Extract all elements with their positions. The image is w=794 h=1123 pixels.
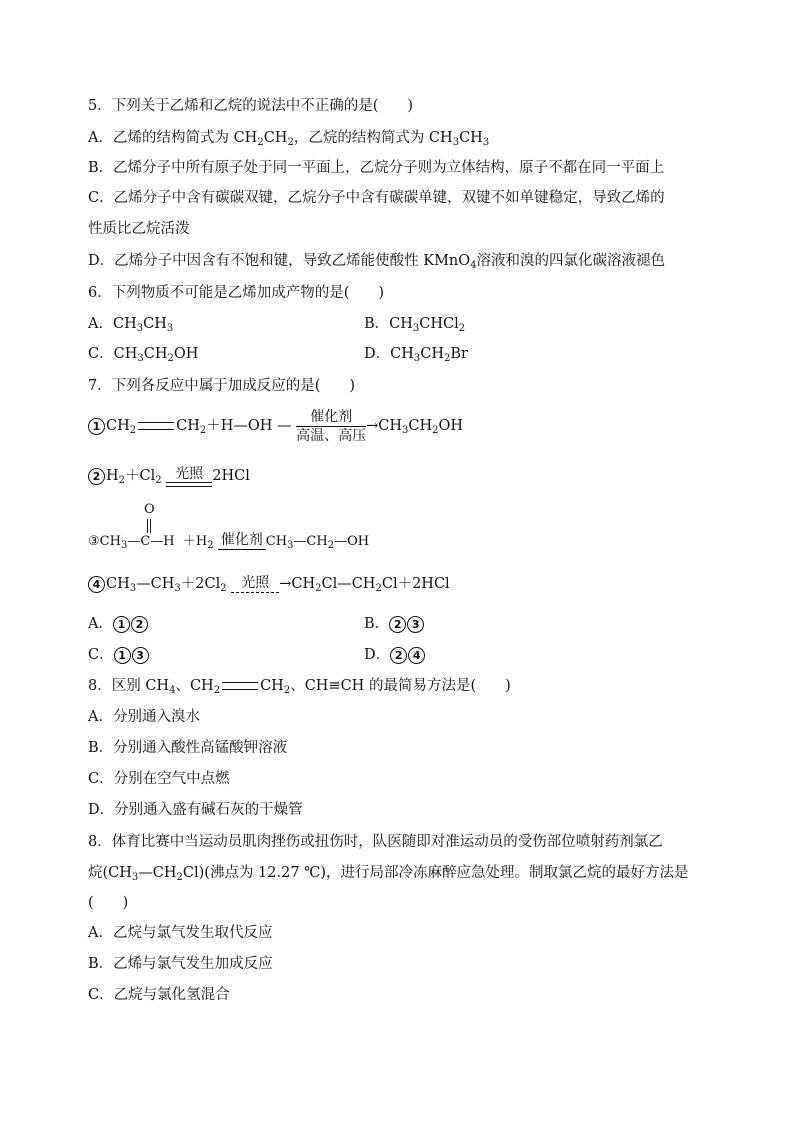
double-bond-icon (222, 682, 258, 690)
q8b-stem-line3: ( ) (88, 895, 129, 911)
reaction-condition: 光照 (166, 466, 212, 487)
circled-number: 3 (132, 647, 149, 664)
q6-option-c: C．$CH_3CH_2OH$ (88, 346, 199, 364)
q8b-option-b: B．乙烯与氯气发生加成反应 (88, 956, 273, 972)
q8b-stem-line1: 8．体育比赛中当运动员肌肉挫伤或扭伤时，队医随即对准运动员的受伤部位喷射药剂氯乙 (88, 834, 663, 850)
q8b-stem-line2: 烷$(CH_3—CH_2Cl)$(沸点为 12.27 ℃)，进行局部冷冻麻醉应急处理。制取氯乙烷的最好方法是 (88, 865, 689, 883)
q7-reaction-2: 2 $H_2+Cl_2$ 光照 2HCl (88, 458, 250, 494)
q5-option-c-line2: 性质比乙烷活泼 (88, 221, 190, 237)
q5-option-d: D．乙烯分子中因含有不饱和键，导致乙烯能使酸性 KMnO$_4$溶液和溴的四氯化碳溶液褪色 (88, 253, 666, 271)
carbonyl-oxygen: O (144, 502, 155, 517)
q7-option-b: B． 2 3 (364, 614, 425, 634)
q6-stem: 6．下列物质不可能是乙烯加成产物的是( ) (88, 285, 385, 301)
circled-number: 3 (407, 616, 424, 633)
q7-reaction-1: 1 $CH_2$ $CH_2+H—OH$ — 催化剂 高温、高压 $\to CH_3CH_2OH$ (88, 403, 463, 449)
circled-number: 2 (131, 616, 148, 633)
q5-stem: 5．下列关于乙烯和乙烷的说法中不正确的是( ) (88, 98, 414, 114)
q8b-option-a: A．乙烷与氯气发生取代反应 (88, 925, 273, 941)
q7-stem: 7．下列各反应中属于加成反应的是( ) (88, 378, 356, 394)
circled-number: 4 (88, 576, 105, 593)
reaction-condition: 光照 (231, 575, 279, 594)
reaction-condition: 催化剂 高温、高压 (296, 408, 367, 444)
circled-number: 1 (113, 616, 130, 633)
q7-option-d: D． 2 4 (364, 645, 426, 665)
q8a-option-d: D．分别通入盛有碱石灰的干燥管 (88, 802, 303, 818)
circled-number: 2 (389, 616, 406, 633)
q8b-option-c: C．乙烷与氯化氢混合 (88, 987, 230, 1003)
reaction-condition: 催化剂 (218, 532, 266, 551)
double-bond-icon (147, 519, 151, 533)
q5-option-a: A．乙烯的结构简式为 $CH_2CH_2$，乙烷的结构简式为 $CH_3CH_3$ (88, 130, 490, 148)
q7-reaction-4: 4 $CH_3—CH_3+2Cl_2$ 光照 $\to CH_2Cl—CH_2Cl+2HCl$ (88, 566, 450, 602)
q8a-option-c: C．分别在空气中点燃 (88, 771, 230, 787)
double-bond-icon (138, 422, 174, 430)
q6-option-a: A．$CH_3CH_3$ (88, 316, 174, 334)
q7-option-c: C． 1 3 (88, 645, 150, 665)
q8a-option-b: B．分别通入酸性高锰酸钾溶液 (88, 740, 288, 756)
q6-option-d: D．$CH_3CH_2Br$ (364, 346, 468, 364)
q7-option-a: A． 1 2 (88, 614, 149, 634)
circled-number: 2 (390, 647, 407, 664)
circled-number: 4 (408, 647, 425, 664)
circled-number: 1 (88, 418, 105, 435)
q5-option-b: B．乙烯分子中所有原子处于同一平面上，乙烷分子则为立体结构，原子不都在同一平面上 (88, 160, 665, 176)
q5-option-c-line1: C．乙烯分子中含有碳碳双键，乙烷分子中含有碳碳单键，双键不如单键稳定，导致乙烯的 (88, 190, 665, 206)
circled-number: 1 (114, 647, 131, 664)
q8a-stem: 8．区别 $CH_4$、$CH_2$ $CH_2$、CH≡CH 的最简易方法是( ) (88, 678, 511, 696)
q8a-option-a: A．分别通入溴水 (88, 709, 200, 725)
q6-option-b: B．$CH_3CHCl_2$ (364, 316, 466, 334)
circled-number: 2 (88, 468, 105, 485)
